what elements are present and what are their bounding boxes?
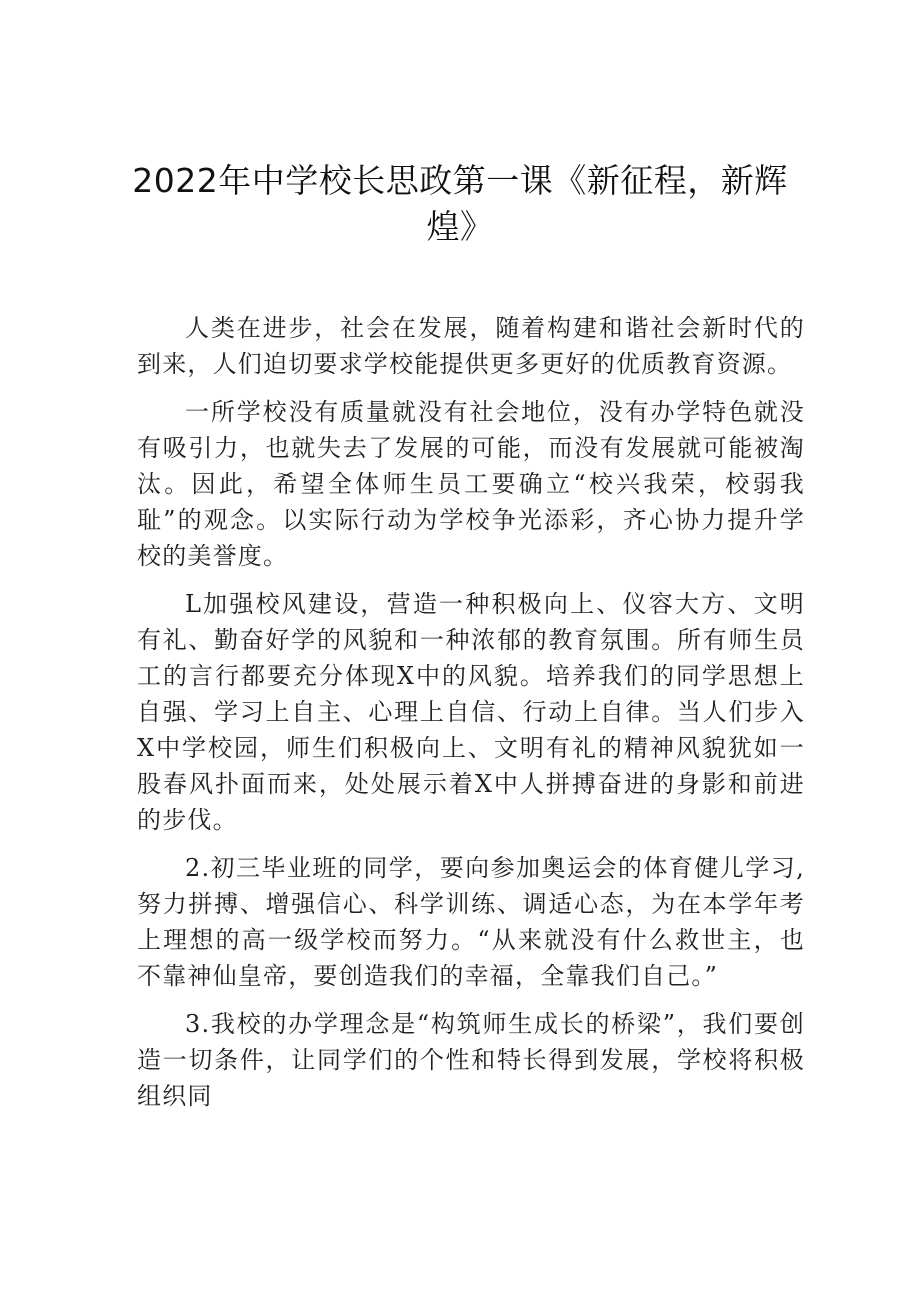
paragraph-item-3: 3.我校的办学理念是“构筑师生成长的桥梁”，我们要创造一切条件，让同学们的个性和特长得到发展，学校将积极组织同 [137, 1010, 805, 1110]
paragraph-intro: 人类在进步，社会在发展，随着构建和谐社会新时代的到来，人们迫切要求学校能提供更多更好的优质教育资源。 [137, 314, 805, 378]
document-title: 2022年中学校长思政第一课《新征程，新辉煌》 [132, 161, 788, 246]
paragraph-school-quality: 一所学校没有质量就没有社会地位，没有办学特色就没有吸引力，也就失去了发展的可能，而没有发展就可能被淘汰。因此，希望全体师生员工要确立“校兴我荣，校弱我耻”的观念。以实际行动为学校争光添彩，齐心协力提升学校的美誉度。 [137, 398, 805, 570]
paragraph-item-1: L加强校风建设，营造一种积极向上、仪容大方、文明有礼、勤奋好学的风貌和一种浓郁的教育氛围。所有师生员工的言行都要充分体现X中的风貌。培养我们的同学思想上自强、学习上自主、心理上自信、行动上自律。当人们步入X中学校园，师生们积极向上、文明有礼的精神风貌犹如一股春风扑面而来，处处展示着X中人拼搏奋进的身影和前进的步伐。 [137, 590, 805, 834]
paragraph-item-2: 2.初三毕业班的同学，要向参加奥运会的体育健儿学习,努力拼搏、增强信心、科学训练、调适心态，为在本学年考上理想的高一级学校而努力。“从来就没有什么救世主，也不靠神仙皇帝，要创造我们的幸福，全靠我们自己。” [137, 854, 805, 990]
document-body [137, 310, 805, 1126]
